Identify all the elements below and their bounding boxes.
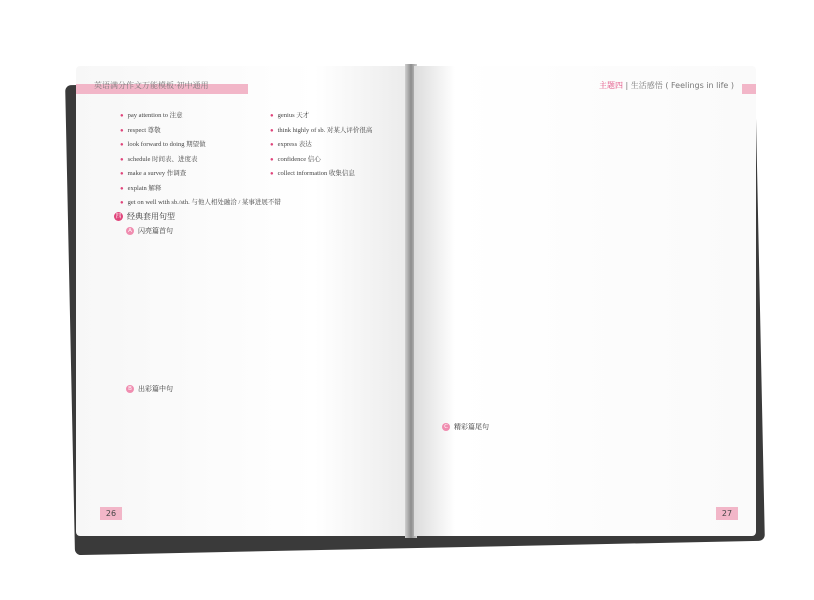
bullet-icon: ● xyxy=(120,185,124,192)
bullet-icon: ● xyxy=(270,156,274,163)
vocab-item: ● explain 解释 xyxy=(120,184,162,192)
header-divider: | xyxy=(625,81,631,90)
subsection-heading: C 精彩篇尾句 xyxy=(442,422,489,432)
bullet-icon: ● xyxy=(120,200,124,206)
vocab-item: ● look forward to doing 期望做 xyxy=(120,141,206,148)
subsection-marker-icon: B xyxy=(126,385,134,393)
bullet-icon: ● xyxy=(120,127,124,134)
bullet-icon: ● xyxy=(270,142,274,148)
vocab-column-2 xyxy=(270,110,415,183)
vocab-item: ● respect 尊敬 xyxy=(120,126,161,134)
subsection-marker-icon: A xyxy=(126,227,134,235)
left-running-header: 英语满分作文万能模板·初中通用 xyxy=(94,81,209,90)
page-number: 26 xyxy=(100,507,122,520)
bullet-icon: ● xyxy=(270,113,274,119)
vocab-item: ● schedule 时间表、进度表 xyxy=(120,155,198,163)
vocab-item: ● genius 天才 xyxy=(270,112,310,119)
header-band xyxy=(742,84,756,94)
section-heading: 四 经典套用句型 xyxy=(115,212,175,221)
bullet-icon: ● xyxy=(120,142,124,148)
bullet-icon: ● xyxy=(270,171,274,177)
vocab-item: ● pay attention to 注意 xyxy=(120,112,183,119)
left-page xyxy=(76,66,418,536)
subsection-marker-icon: C xyxy=(442,423,450,431)
bullet-icon: ● xyxy=(120,171,124,177)
page-number: 27 xyxy=(716,507,738,520)
right-page xyxy=(414,66,756,536)
theme-label: 主题四 xyxy=(599,81,623,90)
bullet-icon: ● xyxy=(120,156,124,163)
subsection-heading: B 出彩篇中句 xyxy=(126,384,173,394)
vocab-item: ● collect information 收集信息 xyxy=(270,170,355,177)
section-marker-icon: 四 xyxy=(115,213,122,220)
right-running-header xyxy=(599,80,734,91)
vocab-item: ● confidence 信心 xyxy=(270,155,321,163)
vocab-item: ● think highly of sb. 对某人评价很高 xyxy=(270,126,373,134)
vocab-column-1 xyxy=(120,110,281,212)
vocab-item: ● express 表达 xyxy=(270,141,312,148)
vocab-item: ● make a survey 作调查 xyxy=(120,170,187,177)
bullet-icon: ● xyxy=(120,113,124,119)
vocab-item: ● get on well with sb./sth. 与他人相处融洽 / 某事进展不错 xyxy=(120,199,281,206)
theme-title: 生活感悟 ( Feelings in life ) xyxy=(630,81,734,90)
bullet-icon: ● xyxy=(270,127,274,134)
subsection-heading: A 闪亮篇首句 xyxy=(126,226,173,236)
